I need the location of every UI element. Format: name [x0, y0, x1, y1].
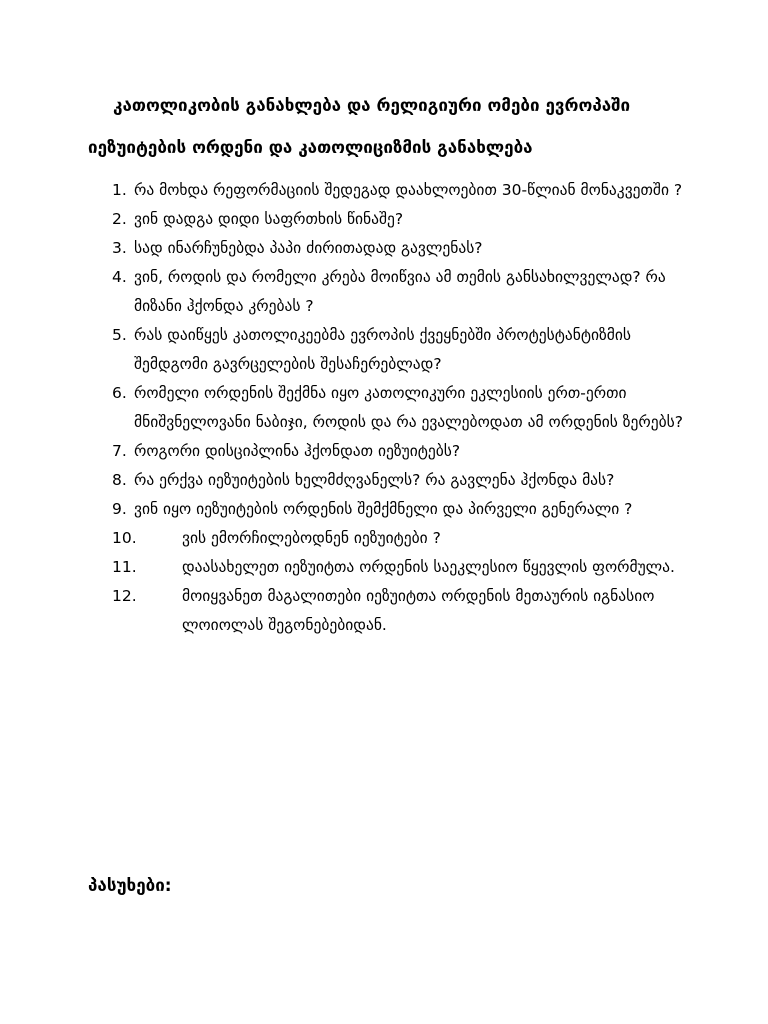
question-number: 2. [112, 210, 127, 228]
question-text: რომელი ორდენის შექმნა იყო კათოლიკური ეკლესიის ერთ-ერთი მნიშვნელოვანი ნაბიჯი, როდის და რა ევალებოდათ ამ ორდენის ზერებს? [134, 384, 683, 431]
question-item [88, 321, 688, 379]
question-item [88, 205, 688, 234]
question-text: როგორი დისციპლინა ჰქონდათ იეზუიტებს? [134, 442, 461, 460]
question-list [88, 176, 688, 640]
question-text: ვის ემორჩილებოდნენ იეზუიტები ? [182, 529, 441, 547]
question-item [88, 437, 688, 466]
question-number: 7. [112, 442, 127, 460]
question-text: რას დაიწყეს კათოლიკეებმა ევროპის ქვეყნებში პროტესტანტიზმის შემდგომი გავრცელების შესაჩერებლად? [134, 326, 631, 373]
question-text: მოიყვანეთ მაგალითები იეზუიტთა ორდენის მეთაურის იგნასიო ლოიოლას შეგონებებიდან. [182, 587, 655, 634]
question-item [88, 176, 688, 205]
question-text: რა მოხდა რეფორმაციის შედეგად დაახლოებით 30-წლიან მონაკვეთში ? [134, 181, 683, 199]
question-item [88, 379, 688, 437]
question-item [88, 263, 688, 321]
question-number: 10. [112, 529, 137, 547]
question-item [88, 582, 688, 640]
question-number: 8. [112, 471, 127, 489]
question-number: 9. [112, 500, 127, 518]
question-number: 1. [112, 181, 127, 199]
answers-label: პასუხები: [88, 876, 172, 896]
question-number: 6. [112, 384, 127, 402]
question-number: 11. [112, 558, 137, 576]
question-text: ვინ, როდის და რომელი კრება მოიწვია ამ თემის განსახილველად? რა მიზანი ჰქონდა კრებას ? [134, 268, 666, 315]
question-text: ვინ იყო იეზუიტების ორდენის შემქმნელი და პირველი გენერალი ? [134, 500, 633, 518]
question-number: 3. [112, 239, 127, 257]
document-subtitle: იეზუიტების ორდენი და კათოლიციზმის განახლება [88, 138, 533, 158]
question-item [88, 524, 688, 553]
question-text: დაასახელეთ იეზუიტთა ორდენის საეკლესიო წყევლის ფორმულა. [182, 558, 675, 576]
question-item [88, 234, 688, 263]
question-number: 5. [112, 326, 127, 344]
question-text: ვინ დადგა დიდი საფრთხის წინაშე? [134, 210, 404, 228]
question-item [88, 553, 688, 582]
question-number: 4. [112, 268, 127, 286]
question-text: რა ერქვა იეზუიტების ხელმძღვანელს? რა გავლენა ჰქონდა მას? [134, 471, 615, 489]
question-item [88, 466, 688, 495]
question-number: 12. [112, 587, 137, 605]
question-item [88, 495, 688, 524]
document-title: კათოლიკობის განახლება და რელიგიური ომები ევროპაში [113, 96, 631, 116]
question-text: სად ინარჩუნებდა პაპი ძირითადად გავლენას? [134, 239, 483, 257]
